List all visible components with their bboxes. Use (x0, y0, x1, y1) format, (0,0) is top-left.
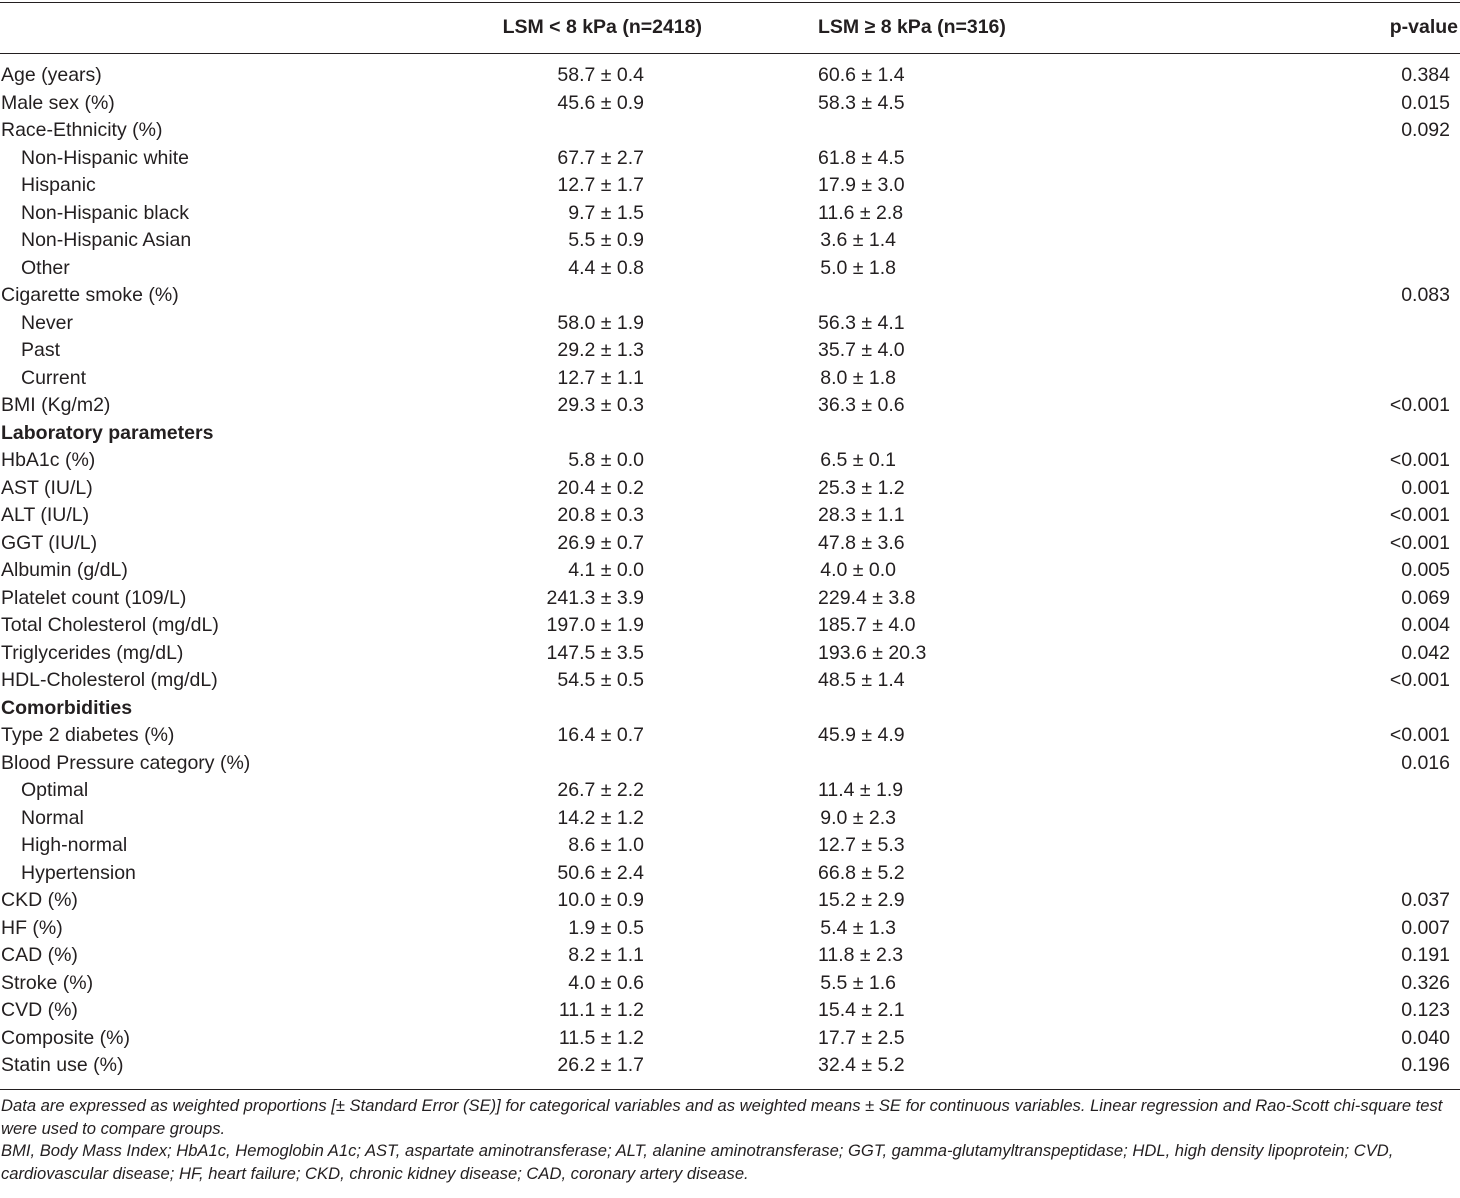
row-label: Normal (21, 806, 84, 829)
row-p-value: 0.083 (1401, 284, 1450, 306)
row-p-value (1265, 420, 1460, 448)
row-value-high-lsm: 6.5 ± 0.1 (820, 449, 896, 471)
row-value-high-lsm: 45.9 ± 4.9 (818, 724, 905, 746)
row-label: CAD (%) (1, 944, 78, 966)
row-value-low-lsm: 20.4 ± 0.2 (557, 476, 644, 499)
row-label: Stroke (%) (1, 971, 94, 994)
row-value-low-lsm: 20.8 ± 0.3 (557, 504, 644, 526)
row-label: Statin use (%) (1, 1054, 124, 1076)
table-row (0, 365, 1460, 393)
row-value-low-lsm: 4.4 ± 0.8 (568, 256, 644, 279)
table-row (0, 585, 1460, 613)
row-p-value: <0.001 (1389, 724, 1450, 746)
footnote-abbreviations: BMI, Body Mass Index; HbA1c, Hemoglobin A1c; AST, aspartate aminotransferase; ALT, alanine aminotransferase; GGT, gamma-glutamyltranspeptidase; HDL, high density lipoprotein; CVD, cardiovascular disease; HF, heart failure; CKD, chronic kidney disease; CAD, coronary artery disease. (1, 1141, 1394, 1183)
table-row (0, 282, 1460, 310)
row-value-high-lsm: 28.3 ± 1.1 (818, 504, 905, 526)
row-p-value: 0.042 (1401, 641, 1450, 664)
row-label: Other (21, 256, 70, 279)
header-p-value: p-value (1389, 15, 1458, 38)
row-label: Non-Hispanic white (21, 146, 189, 169)
table-row (0, 915, 1460, 943)
row-value-high-lsm (818, 750, 1265, 778)
row-value-high-lsm: 47.8 ± 3.6 (818, 531, 905, 554)
row-value-high-lsm: 48.5 ± 1.4 (818, 669, 905, 691)
row-p-value: <0.001 (1389, 531, 1450, 554)
table-row (0, 117, 1460, 145)
row-value-low-lsm: 8.2 ± 1.1 (568, 944, 644, 966)
row-p-value: <0.001 (1389, 669, 1450, 691)
row-value-low-lsm: 12.7 ± 1.1 (557, 366, 644, 389)
table-body (0, 54, 1460, 1080)
row-value-high-lsm: 8.0 ± 1.8 (820, 366, 896, 389)
row-value-low-lsm: 26.2 ± 1.7 (557, 1054, 644, 1076)
table-row (0, 667, 1460, 695)
table-row (0, 90, 1460, 118)
row-label: AST (IU/L) (1, 476, 93, 499)
row-p-value: 0.004 (1401, 614, 1450, 636)
row-value-low-lsm: 29.3 ± 0.3 (557, 394, 644, 416)
row-label: Hispanic (21, 174, 96, 196)
table-row (0, 832, 1460, 860)
row-label: Current (21, 366, 87, 389)
table-row (0, 392, 1460, 420)
row-value-low-lsm: 12.7 ± 1.7 (557, 174, 644, 196)
row-value-low-lsm (460, 750, 818, 778)
row-p-value: 0.092 (1401, 119, 1450, 141)
table-bottom-rule (0, 1089, 1460, 1090)
row-value-low-lsm: 197.0 ± 1.9 (546, 614, 644, 636)
row-label: CKD (%) (1, 889, 78, 911)
table-row (0, 447, 1460, 475)
table-row (0, 997, 1460, 1025)
row-value-low-lsm: 14.2 ± 1.2 (557, 806, 644, 829)
row-value-high-lsm: 25.3 ± 1.2 (818, 476, 905, 499)
row-label: HDL-Cholesterol (mg/dL) (1, 669, 218, 691)
row-value-low-lsm: 9.7 ± 1.5 (568, 201, 644, 224)
table-row (0, 310, 1460, 338)
row-p-value (1265, 227, 1460, 255)
table-header (0, 0, 1460, 54)
row-value-low-lsm: 11.5 ± 1.2 (558, 1026, 644, 1049)
row-label: Hypertension (21, 861, 136, 884)
row-value-low-lsm: 58.0 ± 1.9 (557, 311, 644, 334)
row-value-low-lsm: 4.0 ± 0.6 (568, 971, 644, 994)
table-row (0, 970, 1460, 998)
row-label: Platelet count (109/L) (1, 586, 187, 609)
table-row (0, 805, 1460, 833)
row-value-high-lsm: 185.7 ± 4.0 (818, 614, 916, 636)
row-p-value (1265, 777, 1460, 805)
row-p-value: 0.016 (1401, 751, 1450, 774)
row-p-value (1265, 695, 1460, 723)
row-value-high-lsm: 9.0 ± 2.3 (820, 806, 896, 829)
row-value-low-lsm (460, 420, 818, 448)
row-p-value (1265, 365, 1460, 393)
row-value-high-lsm: 15.4 ± 2.1 (818, 999, 905, 1021)
table-row (0, 145, 1460, 173)
header-group-low-lsm: LSM < 8 kPa (n=2418) (502, 15, 702, 38)
row-label: GGT (IU/L) (1, 531, 98, 554)
row-p-value: 0.040 (1401, 1026, 1450, 1049)
row-value-high-lsm: 58.3 ± 4.5 (818, 91, 905, 114)
table-row (0, 1025, 1460, 1053)
row-label: Comorbidities (1, 696, 133, 719)
row-label: Triglycerides (mg/dL) (1, 641, 184, 664)
row-value-high-lsm: 15.2 ± 2.9 (818, 889, 905, 911)
row-value-low-lsm (460, 695, 818, 723)
row-p-value: <0.001 (1389, 394, 1450, 416)
row-value-low-lsm: 54.5 ± 0.5 (557, 669, 644, 691)
table-row (0, 640, 1460, 668)
row-label: Cigarette smoke (%) (1, 284, 179, 306)
row-p-value: 0.384 (1401, 64, 1450, 86)
row-value-low-lsm: 26.7 ± 2.2 (557, 779, 644, 801)
header-row (0, 0, 1460, 54)
row-p-value: 0.007 (1401, 916, 1450, 939)
row-value-low-lsm: 58.7 ± 0.4 (557, 64, 644, 86)
row-value-high-lsm: 5.5 ± 1.6 (820, 971, 896, 994)
row-p-value (1265, 172, 1460, 200)
row-label: Total Cholesterol (mg/dL) (1, 614, 219, 636)
row-value-low-lsm: 26.9 ± 0.7 (557, 531, 644, 554)
header-group-high-lsm: LSM ≥ 8 kPa (n=316) (818, 15, 1006, 38)
row-label: Composite (%) (1, 1026, 130, 1049)
row-value-low-lsm: 4.1 ± 0.0 (568, 559, 644, 581)
row-value-high-lsm: 193.6 ± 20.3 (818, 641, 927, 664)
table-row (0, 942, 1460, 970)
row-value-high-lsm: 35.7 ± 4.0 (818, 339, 905, 361)
row-value-low-lsm: 16.4 ± 0.7 (557, 724, 644, 746)
row-value-high-lsm: 229.4 ± 3.8 (818, 586, 916, 609)
table-row (0, 612, 1460, 640)
row-value-high-lsm: 56.3 ± 4.1 (818, 311, 905, 334)
row-value-high-lsm: 5.4 ± 1.3 (820, 916, 896, 939)
footnote-data-description: Data are expressed as weighted proportions [± Standard Error (SE)] for categorical variables and as weighted means ± SE for continuous variables. Linear regression and Rao-Scott chi-square test were used to compare groups. (1, 1096, 1443, 1138)
table-row (0, 1052, 1460, 1080)
row-value-high-lsm (818, 282, 1265, 310)
row-p-value: <0.001 (1389, 449, 1450, 471)
row-value-low-lsm: 10.0 ± 0.9 (557, 889, 644, 911)
row-label: Past (21, 339, 61, 361)
row-p-value: 0.001 (1401, 476, 1450, 499)
row-value-low-lsm: 5.8 ± 0.0 (568, 449, 644, 471)
header-variable (0, 0, 460, 54)
row-label: BMI (Kg/m2) (1, 394, 111, 416)
row-value-low-lsm: 8.6 ± 1.0 (568, 834, 644, 856)
row-label: ALT (IU/L) (1, 504, 90, 526)
row-value-high-lsm: 66.8 ± 5.2 (818, 861, 905, 884)
row-value-high-lsm: 17.7 ± 2.5 (818, 1026, 905, 1049)
row-p-value: <0.001 (1389, 504, 1450, 526)
row-value-high-lsm: 36.3 ± 0.6 (818, 394, 905, 416)
table-row (0, 777, 1460, 805)
row-value-high-lsm: 17.9 ± 3.0 (818, 174, 905, 196)
table-row (0, 200, 1460, 228)
row-value-low-lsm: 11.1 ± 1.2 (558, 999, 644, 1021)
table-row (0, 255, 1460, 283)
row-p-value (1265, 860, 1460, 888)
row-label: Non-Hispanic black (21, 201, 189, 224)
row-p-value (1265, 337, 1460, 365)
row-value-low-lsm: 241.3 ± 3.9 (546, 586, 644, 609)
table-row (0, 557, 1460, 585)
row-label: Type 2 diabetes (%) (1, 724, 175, 746)
table-row (0, 750, 1460, 778)
row-value-high-lsm: 32.4 ± 5.2 (818, 1054, 905, 1076)
row-value-high-lsm: 61.8 ± 4.5 (818, 146, 905, 169)
row-label: Albumin (g/dL) (1, 559, 128, 581)
row-value-high-lsm: 11.6 ± 2.8 (818, 201, 904, 224)
row-p-value: 0.326 (1401, 971, 1450, 994)
row-p-value: 0.037 (1401, 889, 1450, 911)
row-value-high-lsm: 60.6 ± 1.4 (818, 64, 905, 86)
section-header-row (0, 420, 1460, 448)
row-label: HbA1c (%) (1, 449, 96, 471)
table-row (0, 475, 1460, 503)
row-label: Non-Hispanic Asian (21, 229, 192, 251)
table-row (0, 860, 1460, 888)
row-value-high-lsm: 3.6 ± 1.4 (820, 229, 896, 251)
row-label: CVD (%) (1, 999, 78, 1021)
row-value-high-lsm: 5.0 ± 1.8 (820, 256, 896, 279)
row-p-value (1265, 145, 1460, 173)
row-value-high-lsm: 12.7 ± 5.3 (818, 834, 905, 856)
row-value-low-lsm: 5.5 ± 0.9 (568, 229, 644, 251)
row-p-value: 0.123 (1401, 999, 1450, 1021)
table-row (0, 722, 1460, 750)
row-value-low-lsm (460, 117, 818, 145)
row-value-low-lsm: 147.5 ± 3.5 (546, 641, 644, 664)
row-p-value (1265, 832, 1460, 860)
row-p-value: 0.005 (1401, 559, 1450, 581)
row-value-high-lsm: 11.4 ± 1.9 (818, 779, 904, 801)
table-row (0, 530, 1460, 558)
row-p-value: 0.069 (1401, 586, 1450, 609)
row-value-low-lsm: 67.7 ± 2.7 (557, 146, 644, 169)
row-label: Never (21, 311, 74, 334)
row-label: Optimal (21, 779, 89, 801)
row-value-low-lsm: 45.6 ± 0.9 (557, 91, 644, 114)
row-value-low-lsm: 29.2 ± 1.3 (557, 339, 644, 361)
row-value-low-lsm: 50.6 ± 2.4 (557, 861, 644, 884)
row-p-value: 0.191 (1401, 944, 1450, 966)
row-value-high-lsm (818, 695, 1265, 723)
table-row (0, 172, 1460, 200)
table-row (0, 54, 1460, 90)
row-value-high-lsm: 4.0 ± 0.0 (820, 559, 896, 581)
section-header-row (0, 695, 1460, 723)
row-p-value (1265, 255, 1460, 283)
row-p-value (1265, 805, 1460, 833)
row-value-high-lsm (818, 420, 1265, 448)
row-label: Male sex (%) (1, 91, 115, 114)
row-label: Laboratory parameters (1, 421, 214, 444)
row-label: Age (years) (1, 64, 102, 86)
row-p-value (1265, 200, 1460, 228)
table-row (0, 227, 1460, 255)
row-value-high-lsm (818, 117, 1265, 145)
row-p-value (1265, 310, 1460, 338)
row-label: HF (%) (1, 916, 63, 939)
row-p-value: 0.196 (1401, 1054, 1450, 1076)
row-value-low-lsm: 1.9 ± 0.5 (568, 916, 644, 939)
row-label: High-normal (21, 834, 128, 856)
row-value-low-lsm (460, 282, 818, 310)
table-footnotes (1, 1095, 1457, 1185)
row-label: Blood Pressure category (%) (1, 751, 251, 774)
table-row (0, 887, 1460, 915)
table-row (0, 502, 1460, 530)
row-value-high-lsm: 11.8 ± 2.3 (818, 944, 904, 966)
row-label: Race-Ethnicity (%) (1, 119, 163, 141)
table-row (0, 337, 1460, 365)
row-p-value: 0.015 (1401, 91, 1450, 114)
